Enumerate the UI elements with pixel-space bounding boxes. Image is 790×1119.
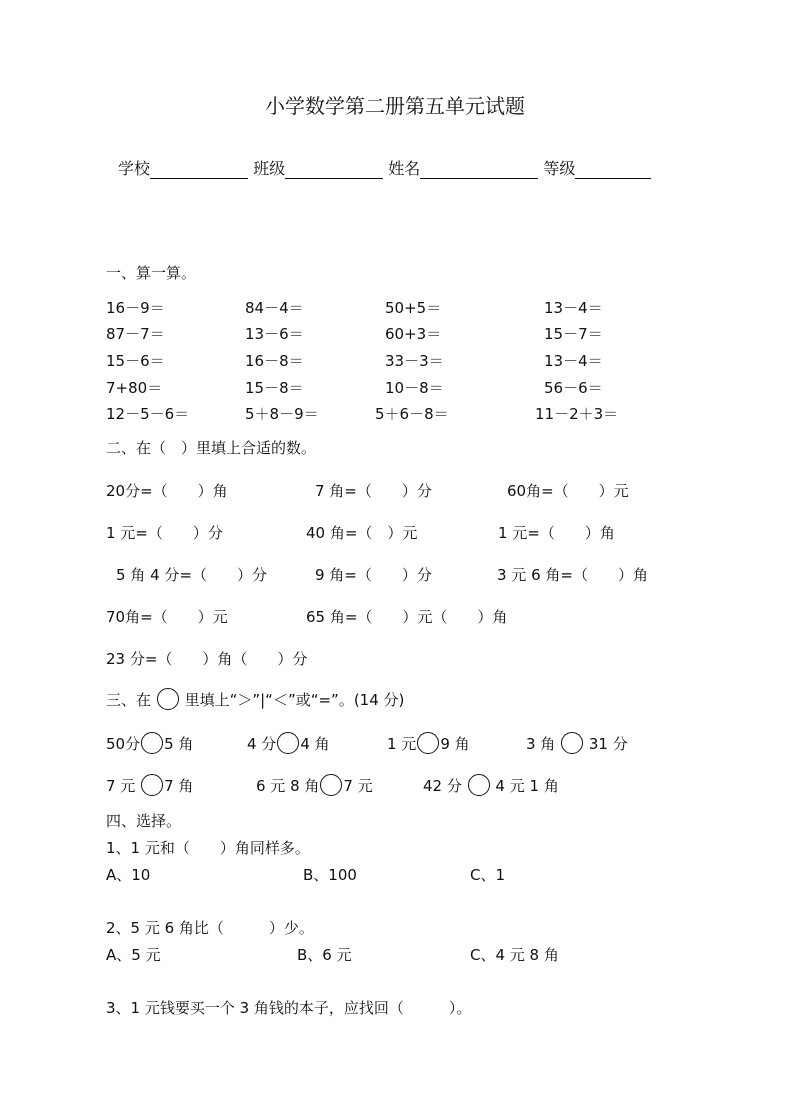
fill-item: 9 角=（ ）分: [315, 566, 432, 584]
calc-item: 33－3＝: [385, 352, 444, 370]
choice-question-3: 3、1 元钱要买一个 3 角钱的本子，应找回（ ）。: [106, 999, 472, 1017]
fill-item: 40 角=（ ）元: [306, 524, 418, 542]
school-blank: [150, 160, 248, 179]
calc-item: 13－4＝: [544, 299, 603, 317]
compare-item: 3 角 31 分: [526, 732, 628, 754]
compare-circle-icon: [141, 774, 163, 796]
name-label: 姓名: [388, 159, 421, 178]
calc-item: 12－5－6＝: [106, 405, 190, 423]
class-blank: [285, 160, 383, 179]
calc-item: 5＋8－9＝: [245, 405, 319, 423]
fill-item: 5 角 4 分=（ ）分: [116, 566, 267, 584]
calc-item: 15－8＝: [245, 379, 304, 397]
section-4-heading: 四、选择。: [106, 812, 182, 830]
choice-option: B、6 元: [297, 946, 352, 964]
student-info-line: [118, 156, 651, 179]
calc-item: 16－9＝: [106, 299, 165, 317]
calc-item: 15－7＝: [544, 325, 603, 343]
choice-question-2: 2、5 元 6 角比（ ）少。: [106, 919, 314, 937]
fill-item: 20分=（ ）角: [106, 482, 228, 500]
choice-option: C、4 元 8 角: [470, 946, 559, 964]
compare-item: 4 分 4 角: [247, 732, 330, 754]
compare-item: 7 元 7 角: [106, 774, 193, 796]
calc-item: 7+80＝: [106, 379, 163, 397]
fill-item: 60角=（ ）元: [507, 482, 629, 500]
compare-circle-icon: [561, 732, 583, 754]
grade-label: 等级: [543, 159, 576, 178]
fill-item: 23 分=（ ）角（ ）分: [106, 650, 308, 668]
compare-item: 6 元 8 角 7 元: [256, 774, 373, 796]
calc-item: 13－4＝: [544, 352, 603, 370]
choice-question-1: 1、1 元和（ ）角同样多。: [106, 839, 310, 857]
fill-item: 3 元 6 角=（ ）角: [497, 566, 648, 584]
compare-item: 50分 5 角: [106, 732, 193, 754]
compare-item: 1 元 9 角: [387, 732, 470, 754]
compare-item: 42 分 4 元 1 角: [423, 774, 559, 796]
section-1-heading: 一、算一算。: [106, 264, 197, 282]
choice-option: C、1: [470, 866, 506, 884]
calc-item: 56－6＝: [544, 379, 603, 397]
fill-item: 1 元=（ ）分: [106, 524, 223, 542]
fill-item: 65 角=（ ）元（ ）角: [306, 608, 508, 626]
compare-circle-icon: [320, 774, 342, 796]
compare-circle-icon: [468, 774, 490, 796]
fill-item: 70角=（ ）元: [106, 608, 228, 626]
page-title: 小学数学第二册第五单元试题: [265, 94, 525, 118]
compare-circle-icon: [157, 688, 179, 710]
section-3-heading-start: 三、在: [106, 691, 152, 709]
section-3-heading-end: 里填上“＞”|“＜”或“=”。(14 分): [184, 691, 405, 709]
section-2-heading: 二、在（ ）里填上合适的数。: [106, 439, 317, 457]
choice-option: B、100: [303, 866, 357, 884]
calc-item: 11－2＋3＝: [535, 405, 619, 423]
section-3-heading: [106, 688, 404, 710]
compare-circle-icon: [417, 732, 439, 754]
fill-item: 1 元=（ ）角: [498, 524, 615, 542]
choice-option: A、10: [106, 866, 151, 884]
class-label: 班级: [253, 159, 286, 178]
calc-item: 13－6＝: [245, 325, 304, 343]
calc-item: 50+5＝: [385, 299, 442, 317]
calc-item: 15－6＝: [106, 352, 165, 370]
fill-item: 7 角=（ ）分: [315, 482, 432, 500]
grade-blank: [575, 160, 651, 179]
calc-item: 5＋6－8＝: [375, 405, 449, 423]
name-blank: [420, 160, 538, 179]
calc-item: 84－4＝: [245, 299, 304, 317]
compare-circle-icon: [141, 732, 163, 754]
school-label: 学校: [118, 159, 151, 178]
calc-item: 16－8＝: [245, 352, 304, 370]
calc-item: 60+3＝: [385, 325, 442, 343]
choice-option: A、5 元: [106, 946, 161, 964]
compare-circle-icon: [277, 732, 299, 754]
calc-item: 87－7＝: [106, 325, 165, 343]
calc-item: 10－8＝: [385, 379, 444, 397]
